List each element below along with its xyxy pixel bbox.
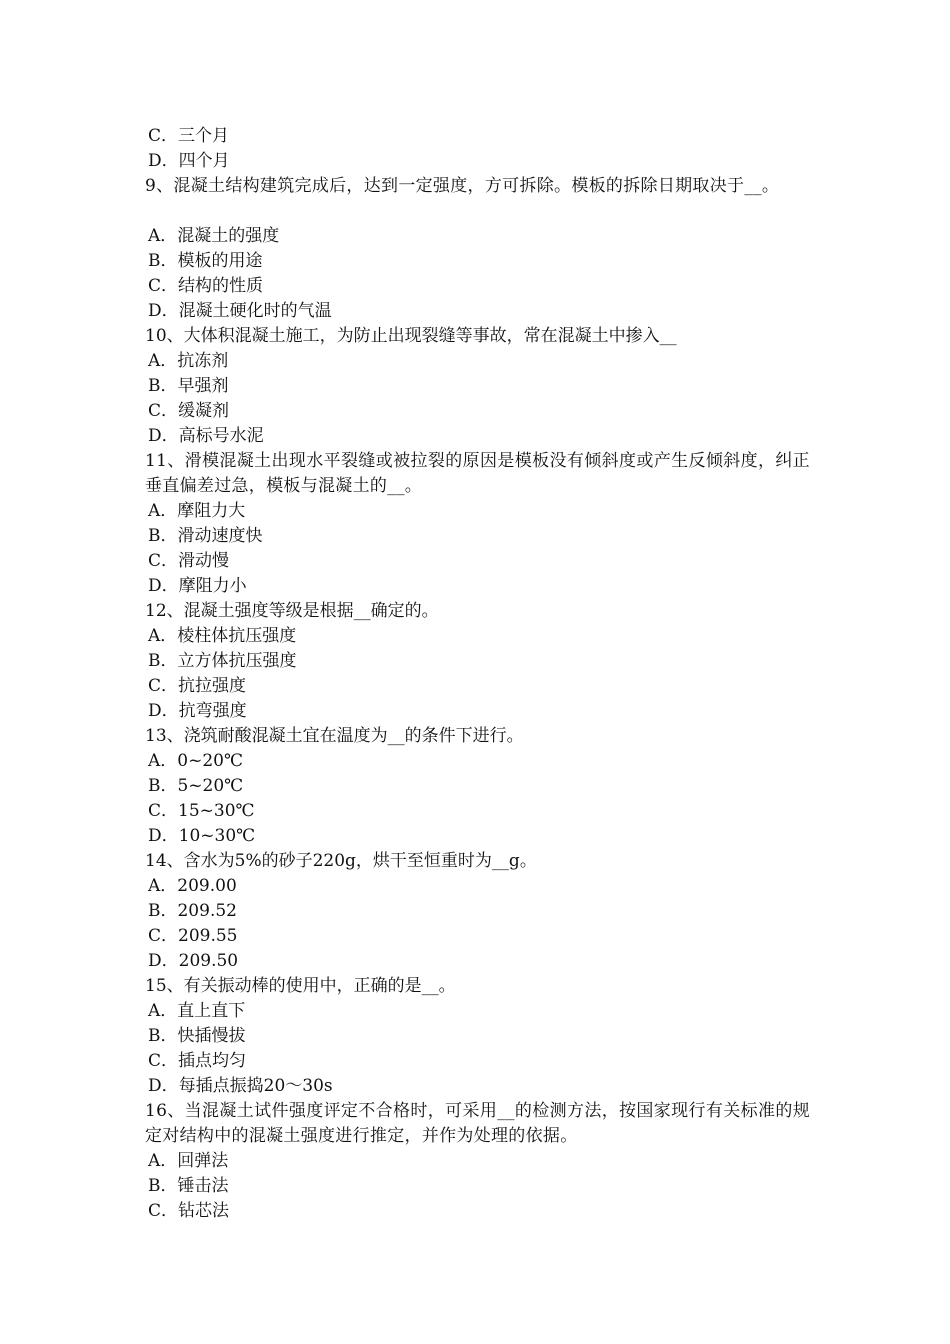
answer-option: B．5~20℃	[148, 776, 244, 796]
answer-option: D．摩阻力小	[148, 576, 247, 596]
document-page	[145, 124, 810, 1224]
answer-option: B．锤击法	[148, 1176, 229, 1196]
question-text: 13、浇筑耐酸混凝土宜在温度为__的条件下进行。	[145, 726, 524, 746]
answer-option: C．15~30℃	[148, 801, 255, 821]
answer-option: A．抗冻剂	[148, 351, 229, 371]
answer-option: A．棱柱体抗压强度	[148, 626, 297, 646]
answer-option: C．缓凝剂	[148, 401, 230, 421]
question-text: 11、滑模混凝土出现水平裂缝或被拉裂的原因是模板没有倾斜度或产生反倾斜度，纠正垂直偏差过急，模板与混凝土的__。	[145, 451, 810, 496]
question-text: 15、有关振动棒的使用中，正确的是__。	[145, 976, 456, 996]
answer-option: A．0~20℃	[148, 751, 243, 771]
answer-option: C．结构的性质	[148, 276, 264, 296]
answer-option: A．直上直下	[148, 1001, 246, 1021]
answer-option: B．立方体抗压强度	[148, 651, 297, 671]
answer-option: C．插点均匀	[148, 1051, 247, 1071]
answer-option: A．回弹法	[148, 1151, 229, 1171]
answer-option: D．209.50	[148, 951, 239, 971]
answer-option: A．209.00	[148, 876, 237, 896]
answer-option: B．滑动速度快	[148, 526, 263, 546]
answer-option: D．10~30℃	[148, 826, 256, 846]
answer-option: C．三个月	[148, 126, 230, 146]
question-text: 14、含水为5%的砂子220g，烘干至恒重时为__g。	[145, 851, 537, 871]
answer-option: D．混凝土硬化时的气温	[148, 301, 332, 321]
answer-option: B．快插慢拔	[148, 1026, 246, 1046]
answer-option: C．钻芯法	[148, 1201, 230, 1221]
answer-option: A．混凝土的强度	[148, 226, 280, 246]
answer-option: C．209.55	[148, 926, 238, 946]
answer-option: A．摩阻力大	[148, 501, 246, 521]
answer-option: B．209.52	[148, 901, 237, 921]
question-text: 9、混凝土结构建筑完成后，达到一定强度，方可拆除。模板的拆除日期取决于__。	[145, 176, 780, 196]
answer-option: D．抗弯强度	[148, 701, 247, 721]
question-text: 16、当混凝土试件强度评定不合格时，可采用__的检测方法，按国家现行有关标准的规定对结构中的混凝土强度进行推定，并作为处理的依据。	[145, 1101, 810, 1146]
answer-option: C．抗拉强度	[148, 676, 247, 696]
question-text: 12、混凝土强度等级是根据__确定的。	[145, 601, 439, 621]
answer-option: D．每插点振捣20～30s	[148, 1076, 333, 1096]
answer-option: D．高标号水泥	[148, 426, 264, 446]
question-text: 10、大体积混凝土施工，为防止出现裂缝等事故，常在混凝土中掺入__	[145, 326, 677, 346]
answer-option: C．滑动慢	[148, 551, 230, 571]
answer-option: B．模板的用途	[148, 251, 263, 271]
answer-option: D．四个月	[148, 151, 230, 171]
answer-option: B．早强剂	[148, 376, 229, 396]
